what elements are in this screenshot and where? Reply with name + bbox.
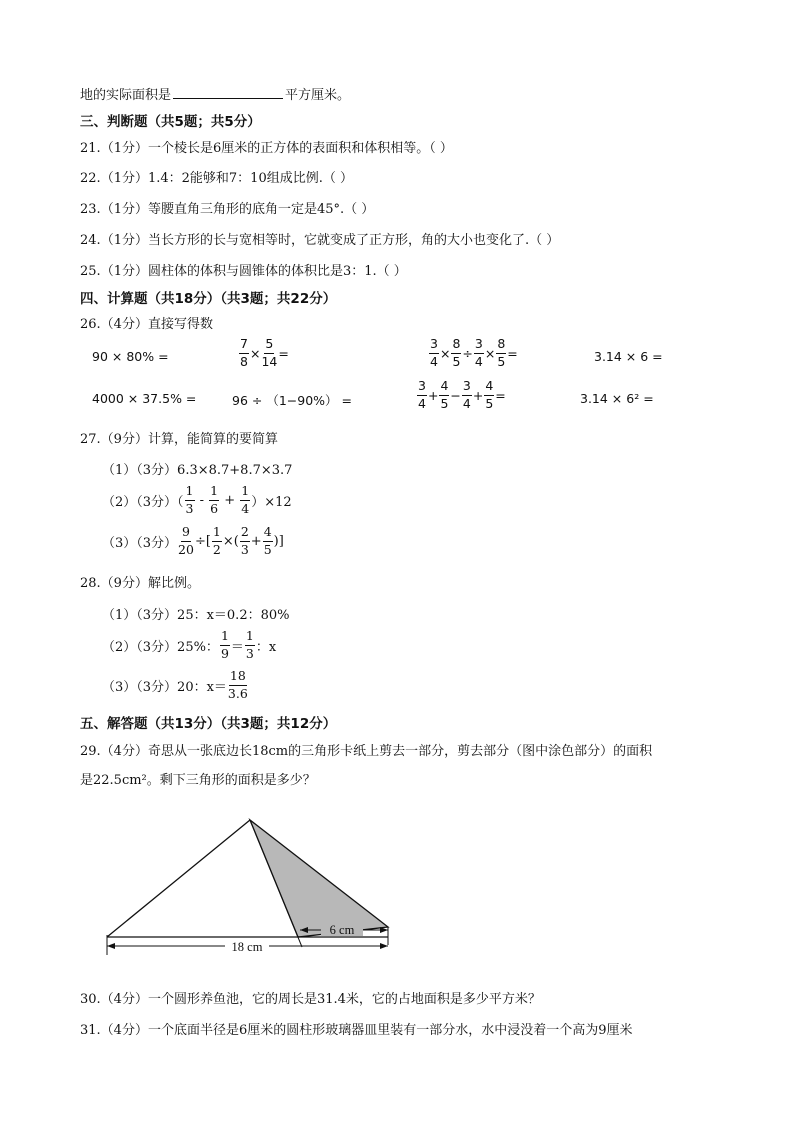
shaded-triangle <box>250 820 388 937</box>
question-29-line2: 是22.5cm²。剩下三角形的面积是多少？ <box>80 773 316 788</box>
section3-heading: 三、判断题（共5题；共5分） <box>80 114 261 130</box>
question-31: 31.（4分）一个底面半径是6厘米的圆柱形玻璃器皿里装有一部分水，水中浸没着一个高为9厘米 <box>80 1023 633 1038</box>
calc-frac-mult: $\frac{7}{8}$ × $\frac{5}{14}$ = <box>240 336 289 369</box>
question-23: 23.（1分）等腰直角三角形的底角一定是45°.（ ） <box>80 202 375 217</box>
fill-suffix: 平方厘米。 <box>285 88 351 103</box>
calc-314x6: 3.14 × 6 = <box>594 349 663 364</box>
section5-heading: 五、解答题（共13分）（共3题；共12分） <box>80 716 337 732</box>
question-22: 22.（1分）1.4：2能够和7：10组成比例.（ ） <box>80 171 353 186</box>
question-27-label: 27.（9分）计算，能简算的要简算 <box>80 432 278 447</box>
question-29-line1: 29.（4分）奇思从一张底边长18cm的三角形卡纸上剪去一部分，剪去部分（图中涂色部分）的面积 <box>80 744 653 759</box>
question-30: 30.（4分）一个圆形养鱼池，它的周长是31.4米，它的占地面积是多少平方米？ <box>80 992 541 1007</box>
arrow-left-18 <box>107 943 115 949</box>
q28-part3: （3）（3分）20：x＝ $\frac{18}{3.6}$ <box>102 668 248 701</box>
q28-part1: （1）（3分）25：x＝0.2：80% <box>102 608 290 623</box>
label-6cm: 6 cm <box>329 923 355 937</box>
calc-frac-mixed: $\frac{3}{4}$ × $\frac{8}{5}$ ÷ $\frac{3}{4}$ × $\frac{8}{5}$ = <box>430 336 518 369</box>
calc-90x80: 90 × 80% = <box>92 349 169 364</box>
calc-frac-sum: $\frac{3}{4}$ + $\frac{4}{5}$ − $\frac{3}{4}$ + $\frac{4}{5}$ = <box>418 378 506 411</box>
question-25: 25.（1分）圆柱体的体积与圆锥体的体积比是3：1.（ ） <box>80 264 407 279</box>
arrow-right-18 <box>380 943 388 949</box>
calc-314x6sq: 3.14 × 6² = <box>580 391 654 406</box>
q28-part2: （2）（3分）25%： $\frac{1}{9}$ ＝ $\frac{1}{3}$ ：x <box>102 628 277 661</box>
calc-96div: 96 ÷ （1−90%） = <box>232 393 352 408</box>
triangle-figure <box>95 805 400 965</box>
question-26-label: 26.（4分）直接写得数 <box>80 317 213 332</box>
label-18cm: 18 cm <box>231 940 263 954</box>
question-24: 24.（1分）当长方形的长与宽相等时，它就变成了正方形，角的大小也变化了.（ ） <box>80 233 560 248</box>
triangle-left-side <box>107 820 250 937</box>
q27-part3: （3）（3分） $\frac{9}{20}$ ÷[ $\frac{1}{2}$ ×( $\frac{2}{3}$ + $\frac{4}{5}$ )] <box>102 524 284 557</box>
calc-4000x375: 4000 × 37.5% = <box>92 391 197 406</box>
q27-part2: （2）（3分）（ $\frac{1}{3}$ - $\frac{1}{6}$ + $\frac{1}{4}$ ）×12 <box>102 483 292 516</box>
q27-part1: （1）（3分）6.3×8.7+8.7×3.7 <box>102 463 293 478</box>
fill-line <box>80 84 350 103</box>
question-21: 21.（1分）一个棱长是6厘米的正方体的表面积和体积相等。（ ） <box>80 141 453 156</box>
question-28-label: 28.（9分）解比例。 <box>80 576 200 591</box>
fill-prefix: 地的实际面积是 <box>80 88 172 103</box>
section4-heading: 四、计算题（共18分）（共3题；共22分） <box>80 291 337 307</box>
answer-blank[interactable] <box>173 86 283 99</box>
